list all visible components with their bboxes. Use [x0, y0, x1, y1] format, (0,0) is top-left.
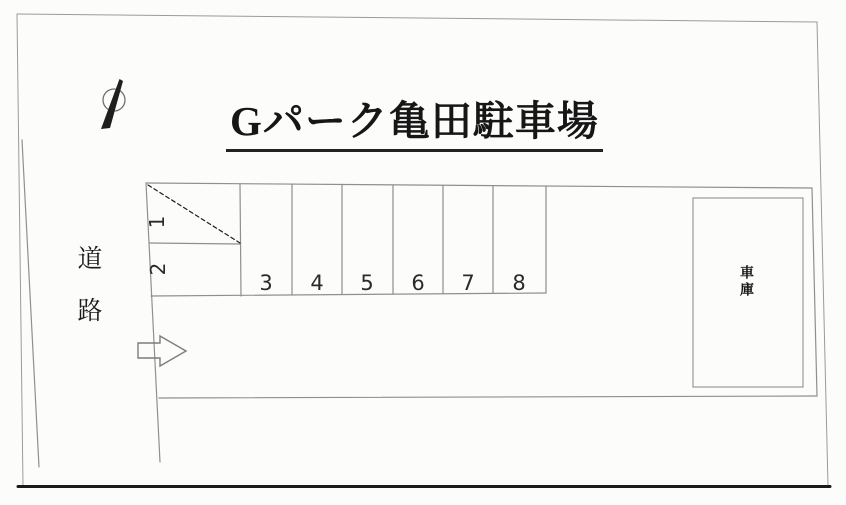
page-title: Gパーク亀田駐車場 [226, 88, 603, 152]
sheet-border [17, 14, 828, 486]
garage-label: 車庫 [738, 265, 753, 299]
entry-arrow-icon [138, 336, 186, 366]
parking-space-3-label: 3 [259, 271, 273, 295]
parking-space-6-label: 6 [411, 271, 425, 295]
road-label: 道路 [74, 245, 101, 349]
parking-space-2-label: 2 [146, 262, 170, 276]
parking-space-7-label: 7 [461, 271, 475, 295]
parking-space-1-label: 1 [145, 215, 169, 229]
parking-space-4-label: 4 [310, 271, 324, 295]
parking-space-8-label: 8 [512, 271, 526, 295]
north-compass-icon [101, 79, 125, 129]
parking-lot-boundary [146, 183, 817, 398]
parking-space-lines [149, 184, 546, 296]
parking-space-5-label: 5 [360, 271, 374, 295]
